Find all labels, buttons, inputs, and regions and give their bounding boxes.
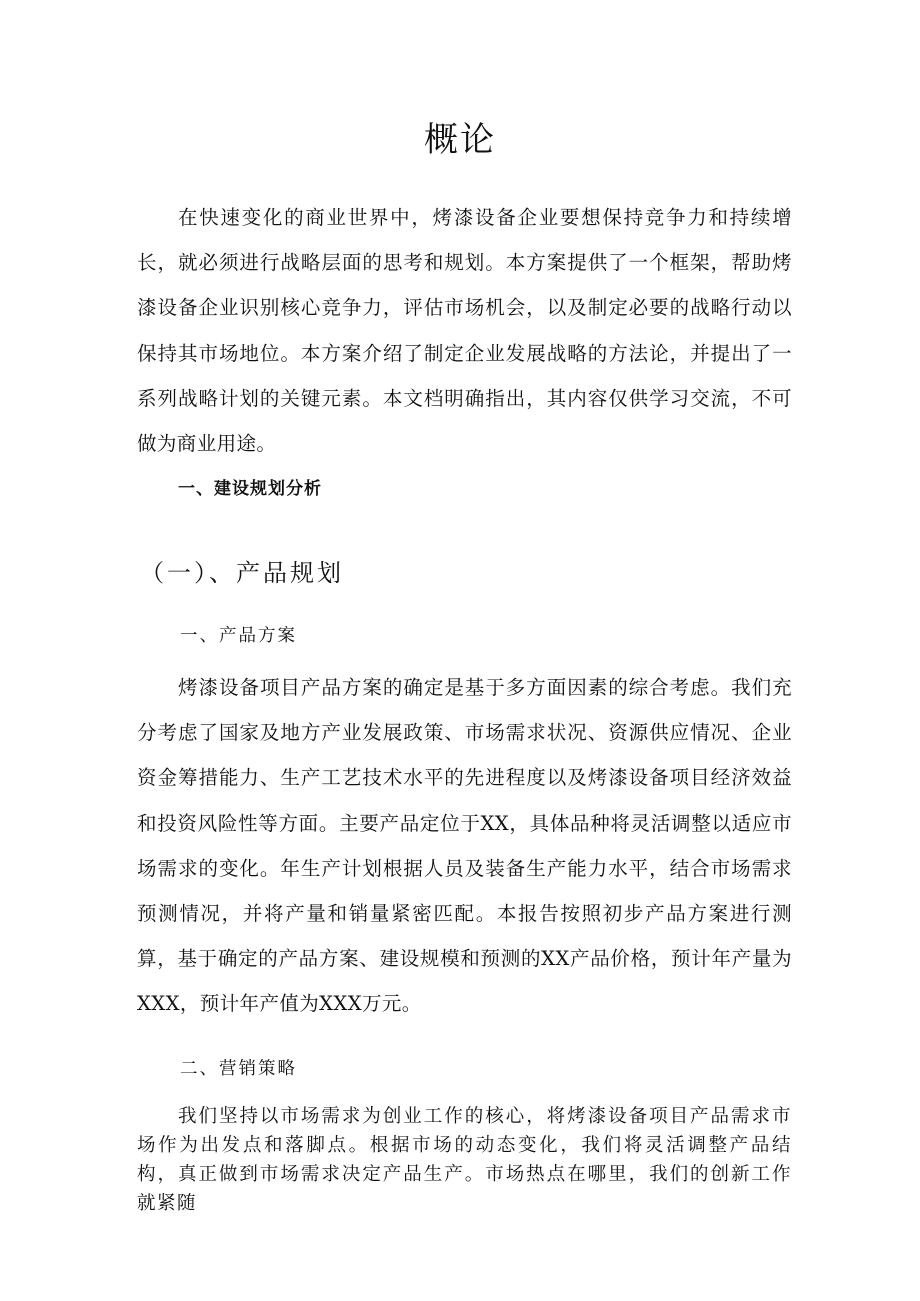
product-plan-paragraph: 烤漆设备项目产品方案的确定是基于多方面因素的综合考虑。我们充分考虑了国家及地方产业发展政策、市场需求状况、资源供应情况、企业资金筹措能力、生产工艺技术水平的先进程度以及烤漆设备项目经济效益和投资风险性等方面。主要产品定位于XX，具体品种将灵活调整以适应市场需求的变化。年生产计划根据人员及装备生产能力水平，结合市场需求预测情况，并将产量和销量紧密匹配。本报告按照初步产品方案进行测算，基于确定的产品方案、建设规模和预测的XX产品价格，预计年产量为XXX，预计年产值为XXX万元。 — [137, 676, 792, 1016]
item-heading-product-plan: 一、产品方案 — [180, 626, 297, 646]
section-heading: 一、建设规划分析 — [178, 479, 322, 499]
intro-paragraph: 在快速变化的商业世界中，烤漆设备企业要想保持竞争力和持续增长，就必须进行战略层面的思考和规划。本方案提供了一个框架，帮助烤漆设备企业识别核心竞争力，评估市场机会，以及制定必要的战略行动以保持其市场地位。本方案介绍了制定企业发展战略的方法论，并提出了一系列战略计划的关键元素。本文档明确指出，其内容仅供学习交流，不可做为商业用途。 — [137, 206, 792, 456]
item-heading-marketing: 二、营销策略 — [180, 1059, 297, 1079]
marketing-paragraph: 我们坚持以市场需求为创业工作的核心，将烤漆设备项目产品需求市场作为出发点和落脚点。根据市场的动态变化，我们将灵活调整产品结构，真正做到市场需求决定产品生产。市场热点在哪里，我们的创新工作就紧随 — [137, 1106, 792, 1214]
document-title: 概论 — [424, 120, 496, 160]
subsection-heading: （一）、产品规划 — [140, 559, 344, 587]
